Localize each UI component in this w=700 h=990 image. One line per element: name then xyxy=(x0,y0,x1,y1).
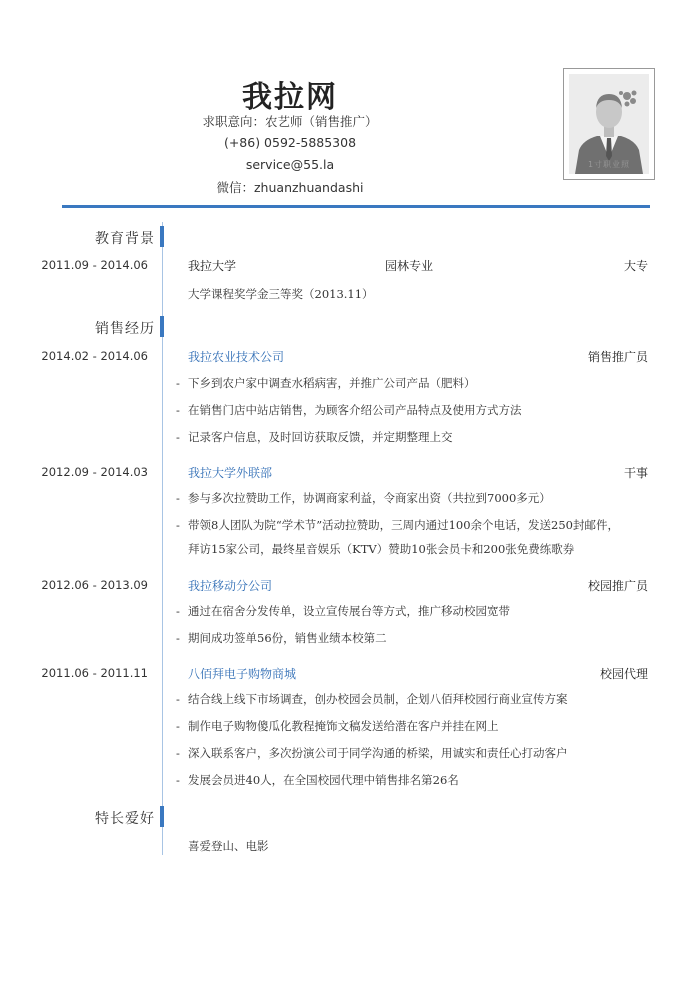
experience-bullet: - 制作电子购物傻瓜化教程掩饰文稿发送给潜在客户并挂在网上 xyxy=(176,719,499,733)
section-title-hobbies: 特长爱好 xyxy=(95,811,155,827)
experience-date: 2012.06 - 2013.09 xyxy=(41,578,148,592)
section-marker xyxy=(160,226,164,247)
education-school: 我拉大学 xyxy=(188,259,237,273)
experience-company: 我拉大学外联部 xyxy=(188,466,273,480)
profile-photo-placeholder xyxy=(563,68,655,180)
education-award: 大学课程奖学金三等奖（2013.11） xyxy=(188,287,374,301)
section-marker xyxy=(160,806,164,827)
experience-bullet: - 通过在宿舍分发传单，设立宣传展台等方式，推广移动校园宽带 xyxy=(176,604,510,618)
experience-role: 干事 xyxy=(623,466,648,480)
section-marker xyxy=(160,316,164,337)
experience-bullet: - 带领8人团队为院“学术节”活动拉赞助，三周内通过100余个电话，发送250封邮件， xyxy=(176,518,619,532)
avatar xyxy=(569,74,649,174)
resume-header xyxy=(0,0,700,200)
phone-number: (+86) 0592-5885308 xyxy=(223,135,357,150)
experience-bullet: - 参与多次拉赞助工作，协调商家利益，令商家出资（共拉到7000多元） xyxy=(176,491,551,505)
experience-bullet: - 在销售门店中站店销售，为顾客介绍公司产品特点及使用方式方法 xyxy=(176,403,522,417)
experience-company: 我拉移动分公司 xyxy=(188,579,273,593)
education-date: 2011.09 - 2014.06 xyxy=(41,258,148,272)
section-title-education: 教育背景 xyxy=(95,231,155,247)
experience-date: 2012.09 - 2014.03 xyxy=(41,465,148,479)
experience-bullet: - 结合线上线下市场调查，创办校园会员制，企划八佰拜校园行商业宣传方案 xyxy=(176,692,568,706)
header-divider xyxy=(62,205,650,208)
experience-bullet: - 记录客户信息，及时回访获取反馈，并定期整理上交 xyxy=(176,430,453,444)
job-objective: 求职意向：农艺师（销售推广） xyxy=(202,114,378,129)
experience-bullet: - 深入联系客户，多次扮演公司于同学沟通的桥梁，用诚实和责任心打动客户 xyxy=(176,746,568,760)
education-major: 园林专业 xyxy=(385,259,434,273)
experience-bullet: - 期间成功签单56份，销售业绩本校第二 xyxy=(176,631,387,645)
candidate-name: 我拉网 xyxy=(242,80,338,115)
experience-bullet: - 下乡到农户家中调查水稻病害，并推广公司产品（肥料） xyxy=(176,376,476,390)
experience-bullet: - 发展会员进40人，在全国校园代理中销售排名第26名 xyxy=(176,773,459,787)
experience-company: 八佰拜电子购物商城 xyxy=(188,667,297,681)
education-degree: 大专 xyxy=(623,259,648,273)
email-address: service@55.la xyxy=(245,157,335,172)
experience-date: 2011.06 - 2011.11 xyxy=(41,666,148,680)
experience-bullet-continuation: 拜访15家公司，最终星音娱乐（KTV）赞助10张会员卡和200张免费练歌券 xyxy=(188,542,575,556)
experience-role: 校园推广员 xyxy=(587,579,648,593)
wechat-id: 微信：zhuanzhuandashi xyxy=(216,180,364,195)
experience-role: 校园代理 xyxy=(599,667,648,681)
experience-company: 我拉农业技术公司 xyxy=(188,350,285,364)
experience-date: 2014.02 - 2014.06 xyxy=(41,349,148,363)
photo-caption: 1寸职业照 xyxy=(587,160,631,169)
hobbies-text: 喜爱登山、电影 xyxy=(188,839,269,853)
experience-role: 销售推广员 xyxy=(587,350,648,364)
section-title-experience: 销售经历 xyxy=(95,321,155,337)
